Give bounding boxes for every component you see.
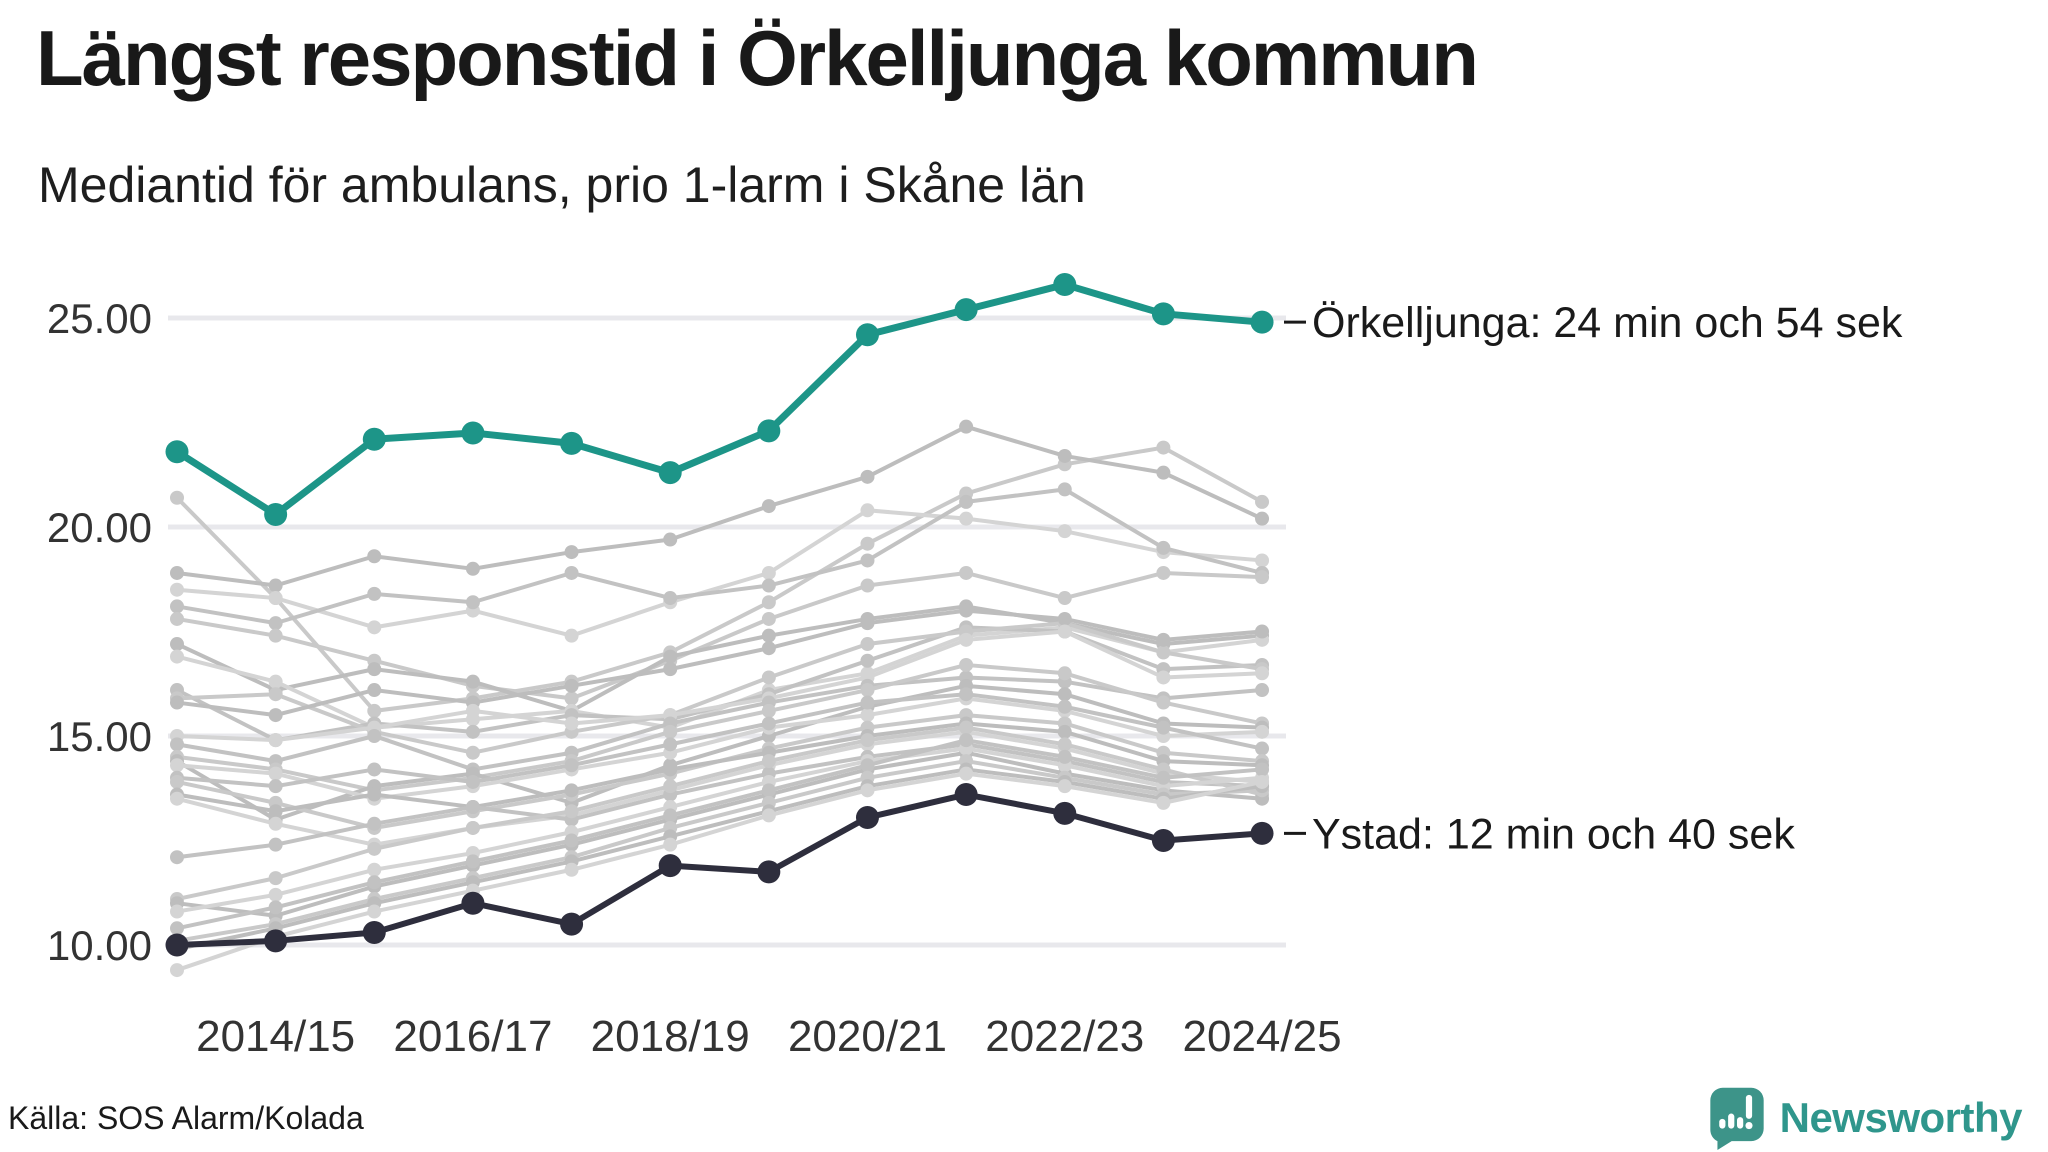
background-municipality-line-point	[959, 687, 973, 701]
rkelljunga-line-point	[659, 461, 682, 484]
background-municipality-line-point	[663, 737, 677, 751]
background-municipality-line-point	[565, 758, 579, 772]
background-municipality-line-point	[466, 562, 480, 576]
background-municipality-line-point	[959, 566, 973, 580]
background-municipality-line-point	[1255, 625, 1269, 639]
background-municipality-line-point	[170, 612, 184, 626]
background-municipality-line-point	[663, 808, 677, 822]
background-municipality-line-point	[959, 604, 973, 618]
background-municipality-line-point	[367, 729, 381, 743]
background-municipality-line-point	[170, 599, 184, 613]
background-municipality-line-point	[663, 662, 677, 676]
background-municipality-line-point	[1058, 687, 1072, 701]
background-municipality-line-point	[170, 963, 184, 977]
background-municipality-line-point	[1255, 495, 1269, 509]
background-municipality-line-point	[466, 800, 480, 814]
background-municipality-line-point	[860, 553, 874, 567]
background-municipality-line-point	[367, 587, 381, 601]
background-municipality-line-point	[565, 716, 579, 730]
brand-name: Newsworthy	[1779, 1094, 2022, 1141]
background-municipality-line-point	[565, 834, 579, 848]
background-municipality-line-point	[367, 620, 381, 634]
background-municipality-line-point	[860, 579, 874, 593]
background-municipality-line-point	[269, 579, 283, 593]
background-municipality-line-point	[1058, 524, 1072, 538]
chart-title: Längst responstid i Örkelljunga kommun	[36, 14, 1477, 102]
background-municipality-line-point	[1156, 721, 1170, 735]
background-municipality-line	[177, 728, 1262, 899]
background-municipality-line-point	[170, 792, 184, 806]
background-municipality-line-point	[1058, 591, 1072, 605]
background-municipality-line-point	[663, 779, 677, 793]
background-municipality-line-point	[466, 775, 480, 789]
background-municipality-line-point	[959, 420, 973, 434]
background-municipality-line-point	[663, 762, 677, 776]
background-municipality-line-point	[762, 754, 776, 768]
background-municipality-line-point	[269, 900, 283, 914]
background-municipality-line-point	[860, 470, 874, 484]
background-municipality-line-point	[1058, 482, 1072, 496]
background-municipality-line-point	[367, 549, 381, 563]
background-municipality-line-point	[762, 612, 776, 626]
background-municipality-line-point	[367, 875, 381, 889]
background-municipality-line-point	[959, 658, 973, 672]
background-municipality-line-point	[565, 679, 579, 693]
x-tick-label: 2016/17	[393, 1012, 553, 1061]
background-municipality-line-point	[762, 595, 776, 609]
background-municipality-line-point	[860, 696, 874, 710]
rkelljunga-line-point	[1053, 273, 1076, 296]
background-municipality-line-point	[1255, 683, 1269, 697]
background-municipality-line-point	[1058, 625, 1072, 639]
background-municipality-line-point	[1156, 796, 1170, 810]
background-municipality-line-point	[170, 696, 184, 710]
background-municipality-line-point	[269, 767, 283, 781]
newsworthy-icon	[1708, 1086, 1766, 1150]
background-municipality-line-point	[959, 633, 973, 647]
background-municipality-line-point	[663, 650, 677, 664]
chart-subtitle: Mediantid för ambulans, prio 1-larm i Skåne län	[38, 157, 1086, 213]
x-tick-label: 2020/21	[787, 1012, 948, 1061]
background-municipality-line-point	[762, 704, 776, 718]
background-municipality-line-point	[1156, 541, 1170, 555]
background-municipality-line-point	[762, 670, 776, 684]
ystad-line-point	[659, 854, 682, 877]
background-municipality-line-point	[860, 758, 874, 772]
background-municipality-line-point	[466, 675, 480, 689]
background-municipality-line-point	[1156, 771, 1170, 785]
background-municipality-line-point	[565, 804, 579, 818]
background-municipality-line-point	[565, 629, 579, 643]
background-municipality-line-point	[170, 566, 184, 580]
background-municipality-line-point	[269, 629, 283, 643]
background-municipality-line-point	[1058, 750, 1072, 764]
background-municipality-line-point	[170, 583, 184, 597]
background-municipality-line-point	[1255, 553, 1269, 567]
annotation-label: Örkelljunga: 24 min och 54 sek	[1312, 299, 1903, 348]
background-municipality-line-point	[860, 783, 874, 797]
background-municipality-line-point	[1058, 737, 1072, 751]
background-municipality-line-point	[1255, 725, 1269, 739]
background-municipality-line-point	[1156, 670, 1170, 684]
background-municipality-line-point	[1058, 725, 1072, 739]
background-municipality-line-point	[1058, 779, 1072, 793]
background-municipality-line-point	[663, 725, 677, 739]
rkelljunga-line-point	[1152, 302, 1175, 325]
background-municipality-line-point	[860, 708, 874, 722]
ystad-line-point	[560, 913, 583, 936]
ystad-line-point	[757, 860, 780, 883]
background-municipality-line-point	[1255, 666, 1269, 680]
ystad-line-point	[166, 934, 189, 957]
annotation-label: Ystad: 12 min och 40 sek	[1312, 810, 1795, 859]
brand-logo	[1708, 1088, 2022, 1148]
background-municipality-line-point	[367, 704, 381, 718]
ystad-line-point	[461, 892, 484, 915]
background-municipality-line-point	[1255, 570, 1269, 584]
rkelljunga-line-point	[757, 419, 780, 442]
background-municipality-line-point	[1058, 700, 1072, 714]
ystad-line-point	[1053, 802, 1076, 825]
ystad-line-point	[856, 806, 879, 829]
background-municipality-line-point	[466, 746, 480, 760]
background-municipality-line-point	[762, 629, 776, 643]
ystad-line-point	[1152, 829, 1175, 852]
x-tick-label: 2024/25	[1182, 1012, 1342, 1061]
background-municipality-line-point	[1058, 612, 1072, 626]
background-municipality-line-point	[170, 637, 184, 651]
rkelljunga-line-point	[560, 432, 583, 455]
background-municipality-line	[177, 448, 1262, 711]
background-municipality-line-point	[466, 821, 480, 835]
rkelljunga-line-point	[264, 503, 287, 526]
ystad-line-point	[264, 929, 287, 952]
background-municipality-line-point	[565, 691, 579, 705]
rkelljunga-line-point	[1251, 311, 1274, 334]
background-municipality-line-point	[860, 637, 874, 651]
background-municipality-line-point	[466, 725, 480, 739]
x-tick-label: 2014/15	[196, 1012, 356, 1061]
background-municipality-line-point	[367, 817, 381, 831]
background-municipality-line-point	[1156, 441, 1170, 455]
background-municipality-line-point	[367, 788, 381, 802]
background-municipality-line-point	[269, 804, 283, 818]
background-municipality-line-point	[663, 838, 677, 852]
background-municipality-line-point	[367, 762, 381, 776]
rkelljunga-line-point	[856, 323, 879, 346]
background-municipality-line-point	[1156, 645, 1170, 659]
ystad-line-point	[363, 921, 386, 944]
background-municipality-line-point	[565, 566, 579, 580]
background-municipality-line-point	[860, 503, 874, 517]
background-municipality-line-point	[762, 579, 776, 593]
y-tick-label: 25.00	[46, 295, 152, 342]
background-municipality-line-point	[762, 783, 776, 797]
x-tick-label: 2018/19	[590, 1012, 750, 1061]
rkelljunga-line-point	[461, 421, 484, 444]
background-municipality-line-point	[170, 491, 184, 505]
background-municipality-line-point	[269, 733, 283, 747]
background-municipality-line-point	[1156, 566, 1170, 580]
ystad-line-point	[1251, 822, 1274, 845]
background-municipality-line-point	[860, 616, 874, 630]
background-municipality-line-point	[860, 654, 874, 668]
background-municipality-line-point	[269, 708, 283, 722]
background-municipality-line-point	[1058, 449, 1072, 463]
background-municipality-line-point	[959, 512, 973, 526]
background-municipality-line-point	[762, 566, 776, 580]
background-municipality-line-point	[170, 905, 184, 919]
background-municipality-line-point	[663, 591, 677, 605]
background-municipality-line-point	[269, 675, 283, 689]
background-municipality-line-point	[367, 683, 381, 697]
background-municipality-line-point	[860, 733, 874, 747]
background-municipality-line-point	[367, 905, 381, 919]
background-municipality-line-point	[860, 683, 874, 697]
background-municipality-line-point	[170, 737, 184, 751]
background-municipality-line-point	[269, 817, 283, 831]
background-municipality-line-point	[170, 921, 184, 935]
background-municipality-line-point	[959, 767, 973, 781]
background-municipality-line-point	[959, 495, 973, 509]
background-municipality-line-point	[170, 758, 184, 772]
background-municipality-line-point	[269, 888, 283, 902]
background-municipality-line-point	[367, 842, 381, 856]
y-tick-label: 15.00	[46, 713, 152, 760]
background-municipality-line-point	[1255, 742, 1269, 756]
background-municipality-line-point	[565, 545, 579, 559]
ystad-line-point	[955, 783, 978, 806]
y-tick-label: 10.00	[46, 922, 152, 969]
background-municipality-line-point	[1058, 666, 1072, 680]
background-municipality-line-point	[367, 662, 381, 676]
background-municipality-line	[177, 489, 1262, 623]
source-note: Källa: SOS Alarm/Kolada	[8, 1100, 364, 1136]
x-tick-label: 2022/23	[985, 1012, 1145, 1061]
background-municipality-line-point	[1255, 775, 1269, 789]
background-municipality-line-point	[170, 775, 184, 789]
background-municipality-line-point	[170, 850, 184, 864]
background-municipality-line-point	[367, 863, 381, 877]
background-municipality-line-point	[762, 716, 776, 730]
background-municipality-line-point	[466, 595, 480, 609]
background-municipality-line-point	[762, 808, 776, 822]
background-municipality-line-point	[269, 687, 283, 701]
background-municipality-line-point	[565, 783, 579, 797]
background-municipality-line-point	[565, 863, 579, 877]
background-municipality-line-point	[269, 871, 283, 885]
rkelljunga-line-point	[166, 440, 189, 463]
background-municipality-line-point	[269, 838, 283, 852]
background-municipality-line-point	[1156, 633, 1170, 647]
background-municipality-line-point	[269, 616, 283, 630]
background-municipality-line-point	[959, 721, 973, 735]
background-municipality-line-point	[762, 641, 776, 655]
background-municipality-line-point	[1156, 696, 1170, 710]
rkelljunga-line-point	[955, 298, 978, 321]
background-municipality-line-point	[1255, 762, 1269, 776]
background-municipality-line-point	[860, 537, 874, 551]
background-municipality-line-point	[1255, 512, 1269, 526]
background-municipality-line-point	[466, 854, 480, 868]
background-municipality-line-point	[762, 499, 776, 513]
background-municipality-line-point	[269, 779, 283, 793]
background-municipality-line-point	[269, 591, 283, 605]
background-municipality-line-point	[170, 650, 184, 664]
background-municipality-line-point	[959, 733, 973, 747]
y-tick-label: 20.00	[46, 504, 152, 551]
background-municipality-line-point	[663, 533, 677, 547]
rkelljunga-line-point	[363, 428, 386, 451]
background-municipality-line-point	[466, 704, 480, 718]
background-municipality-line-point	[1156, 466, 1170, 480]
